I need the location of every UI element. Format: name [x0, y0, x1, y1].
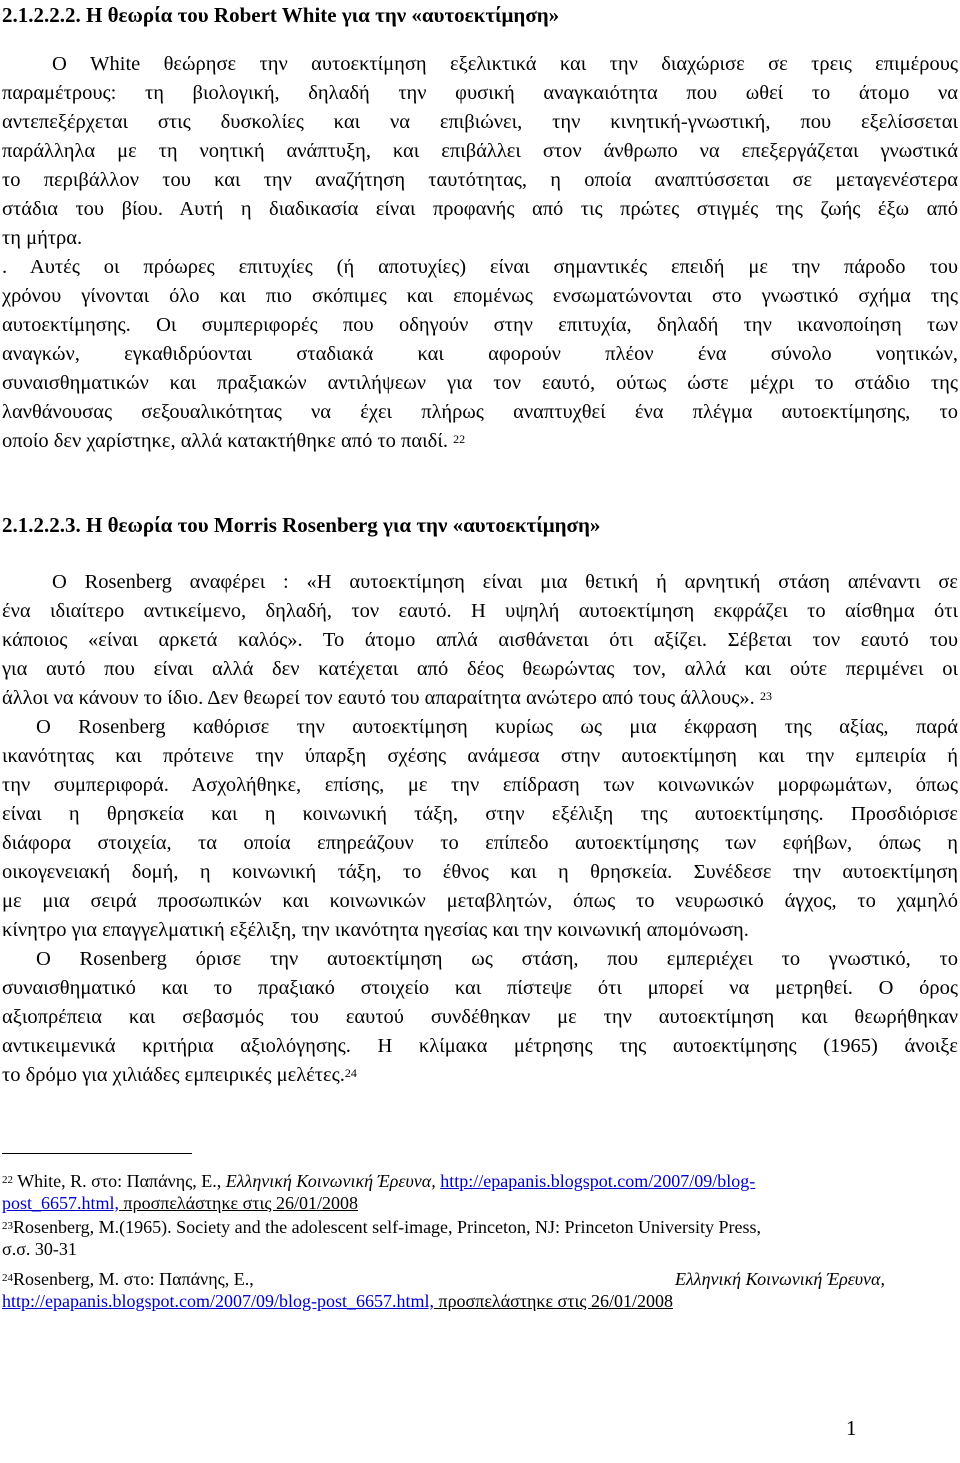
text-line: παραμέτρους: τη βιολογική, δηλαδή την φυσική αναγκαιότητα που ωθεί το άτομο να	[2, 82, 958, 104]
text-line: για αυτό που είναι αλλά δεν κατέχεται από δέος θεωρώντας τον, αλλά και ούτε περιμένει οι	[2, 658, 958, 680]
text-line: Ο Rosenberg αναφέρει : «Η αυτοεκτίμηση είναι μια θετική ή αρνητική στάση απέναντι σε	[52, 571, 958, 593]
text-line: αναγκών, εγκαθιδρύονται σταδιακά και αφορούν πλέον ένα σύνολο νοητικών,	[2, 343, 958, 365]
footnote-23	[2, 1216, 958, 1260]
text-line: Ο Rosenberg όρισε την αυτοεκτίμηση ως στάση, που εμπεριέχει το γνωστικό, το	[36, 948, 958, 970]
footnote-line	[2, 1268, 885, 1290]
footnote-link[interactable]: http://epapanis.blogspot.com/2007/09/blog-post_6657.html,	[2, 1291, 434, 1311]
text-line: ικανότητας και πρότεινε την ύπαρξη σχέσης ανάμεσα στην αυτοεκτίμηση και την εμπειρία ή	[2, 745, 958, 767]
page-number: 1	[846, 1416, 857, 1440]
text-line-content: άλλοι να κάνουν το ίδιο. Δεν θεωρεί τον εαυτό του απαραίτητα ανώτερο από τους άλλους».	[2, 687, 755, 709]
text-line: με μια σειρά προσωπικών και κοινωνικών μεταβλητών, όπως το νευρωσικό άγχος, το χαμηλό	[2, 890, 958, 912]
text-line: το περιβάλλον του και την αναζήτηση ταυτότητας, η οποία αναπτύσσεται σε μεταγενέστερα	[2, 169, 958, 191]
text-line	[2, 684, 958, 713]
text-line: . Αυτές οι πρόωρες επιτυχίες (ή αποτυχίες) είναι σημαντικές επειδή με την πάροδο του	[2, 256, 958, 278]
text-line: στάδια του βίου. Αυτή η διαδικασία είναι προφανής από τις πρώτες στιγμές της ζωής έξω από	[2, 198, 958, 220]
text-line-content: οποίο δεν χαρίστηκε, αλλά κατακτήθηκε από το παιδί.	[2, 430, 448, 452]
text-line: αντεπεξέρχεται στις δυσκολίες και να επιβιώνει, την κινητική-γνωστική, που εξελίσσεται	[2, 111, 958, 133]
text-line: παράλληλα με τη νοητική ανάπτυξη, και επιβάλλει στον άνθρωπο να επεξεργάζεται γνωστικά	[2, 140, 958, 162]
footnote-source-title: Ελληνική Κοινωνική Έρευνα,	[675, 1269, 885, 1289]
text-line: αυτοεκτίμησης. Οι συμπεριφορές που οδηγούν στην επιτυχία, δηλαδή την ικανοποίηση των	[2, 314, 958, 336]
footnote-link[interactable]: http://epapanis.blogspot.com/2007/09/blog-	[440, 1171, 756, 1191]
footnote-text: White, R. στο: Παπάνης, Ε.,	[17, 1171, 226, 1191]
text-line: Ο White θεώρησε την αυτοεκτίμηση εξελικτικά και την διαχώρισε σε τρεις επιμέρους	[52, 53, 958, 75]
text-line-content: το δρόμο για χιλιάδες εμπειρικές μελέτες.	[2, 1064, 345, 1086]
section-heading-white: 2.1.2.2.2. Η θεωρία του Robert White για την «αυτοεκτίμηση»	[2, 3, 560, 27]
text-line	[2, 1061, 958, 1090]
footnote-line	[2, 1216, 958, 1238]
text-line: συναισθηματικό και το πραξιακό στοιχείο και πίστεψε ότι μπορεί να μετρηθεί. Ο όρος	[2, 977, 958, 999]
footnote-access-date: προσπελάστηκε στις 26/01/2008	[119, 1193, 358, 1213]
text-line	[2, 427, 958, 456]
footnote-22	[2, 1170, 958, 1214]
footnote-separator	[2, 1153, 192, 1154]
footnote-ref-22: 22	[453, 432, 466, 446]
paragraph-rosenberg-scale	[2, 945, 958, 1090]
footnote-text: Rosenberg, M. στο: Παπάνης, Ε.,	[13, 1269, 254, 1289]
footnote-line	[2, 1290, 958, 1312]
footnote-source-title: Ελληνική Κοινωνική Έρευνα,	[225, 1171, 436, 1191]
footnote-text: Rosenberg, M.(1965). Society and the adolescent self-image, Princeton, NJ: Princeton University Press,	[13, 1217, 762, 1237]
footnote-access-date: προσπελάστηκε στις 26/01/2008	[433, 1291, 673, 1311]
text-line: λανθάνουσας σεξουαλικότητας να έχει πλήρως αναπτυχθεί ένα πλέγμα αυτοεκτίμησης, το	[2, 401, 958, 423]
footnote-ref-23: 23	[759, 689, 772, 703]
footnote-number: 23	[2, 1220, 13, 1232]
text-line: χρόνου γίνονται όλο και πιο σκόπιμες και επομένως ενσωματώνονται στο γνωστικό σχήμα της	[2, 285, 958, 307]
text-line: διάφορα στοιχεία, τα οποία επηρεάζουν το επίπεδο αυτοεκτίμησης των εφήβων, όπως η	[2, 832, 958, 854]
paragraph-rosenberg-definition	[2, 713, 958, 945]
text-line: την συμπεριφορά. Ασχολήθηκε, επίσης, με την επίδραση των κοινωνικών μορφωμάτων, όπως	[2, 774, 958, 796]
footnote-line: σ.σ. 30-31	[2, 1239, 77, 1259]
text-line: κίνητρο για επαγγελματική εξέλιξη, την ικανότητα ηγεσίας και την κοινωνική απομόνωση.	[2, 919, 749, 941]
text-line: είναι η θρησκεία και η κοινωνική τάξη, στην εξέλιξη της αυτοεκτίμησης. Προσδιόρισε	[2, 803, 958, 825]
paragraph-white-theory	[2, 50, 958, 456]
footnote-link[interactable]: post_6657.html,	[2, 1193, 120, 1213]
text-line: Ο Rosenberg καθόρισε την αυτοεκτίμηση κυρίως ως μια έκφραση της αξίας, παρά	[36, 716, 958, 738]
footnote-number: 22	[2, 1174, 13, 1186]
paragraph-rosenberg-quote	[2, 568, 958, 713]
text-line: κάποιος «είναι αρκετά καλός». Το άτομο απλά αισθάνεται ότι αξίζει. Σέβεται τον εαυτό του	[2, 629, 958, 651]
text-line: τη μήτρα.	[2, 227, 83, 249]
section-heading-rosenberg: 2.1.2.2.3. Η θεωρία του Morris Rosenberg για την «αυτοεκτίμηση»	[2, 513, 601, 537]
footnote-number: 24	[2, 1272, 13, 1284]
footnote-line	[2, 1170, 958, 1192]
footnote-line	[2, 1192, 958, 1214]
footnote-24	[2, 1268, 958, 1312]
text-line: αξιοπρέπεια και σεβασμός του εαυτού συνδέθηκαν με την αυτοεκτίμηση και θεωρήθηκαν	[2, 1006, 958, 1028]
text-line: συναισθηματικών και πραξιακών αντιλήψεων για τον εαυτό, ούτως ώστε μέχρι το στάδιο της	[2, 372, 958, 394]
text-line: ένα ιδιαίτερο αντικείμενο, δηλαδή, τον εαυτό. Η υψηλή αυτοεκτίμηση εκφράζει το αίσθημα ότι	[2, 600, 958, 622]
footnote-text-group	[2, 1268, 254, 1290]
text-line: αντικειμενικά κριτήρια αξιολόγησης. Η κλίμακα μέτρησης της αυτοεκτίμησης (1965) άνοιξε	[2, 1035, 958, 1057]
footnote-ref-24: 24	[344, 1066, 357, 1080]
text-line: οικογενειακή δομή, η κοινωνική τάξη, το έθνος και η θρησκεία. Συνέδεσε την αυτοεκτίμηση	[2, 861, 958, 883]
